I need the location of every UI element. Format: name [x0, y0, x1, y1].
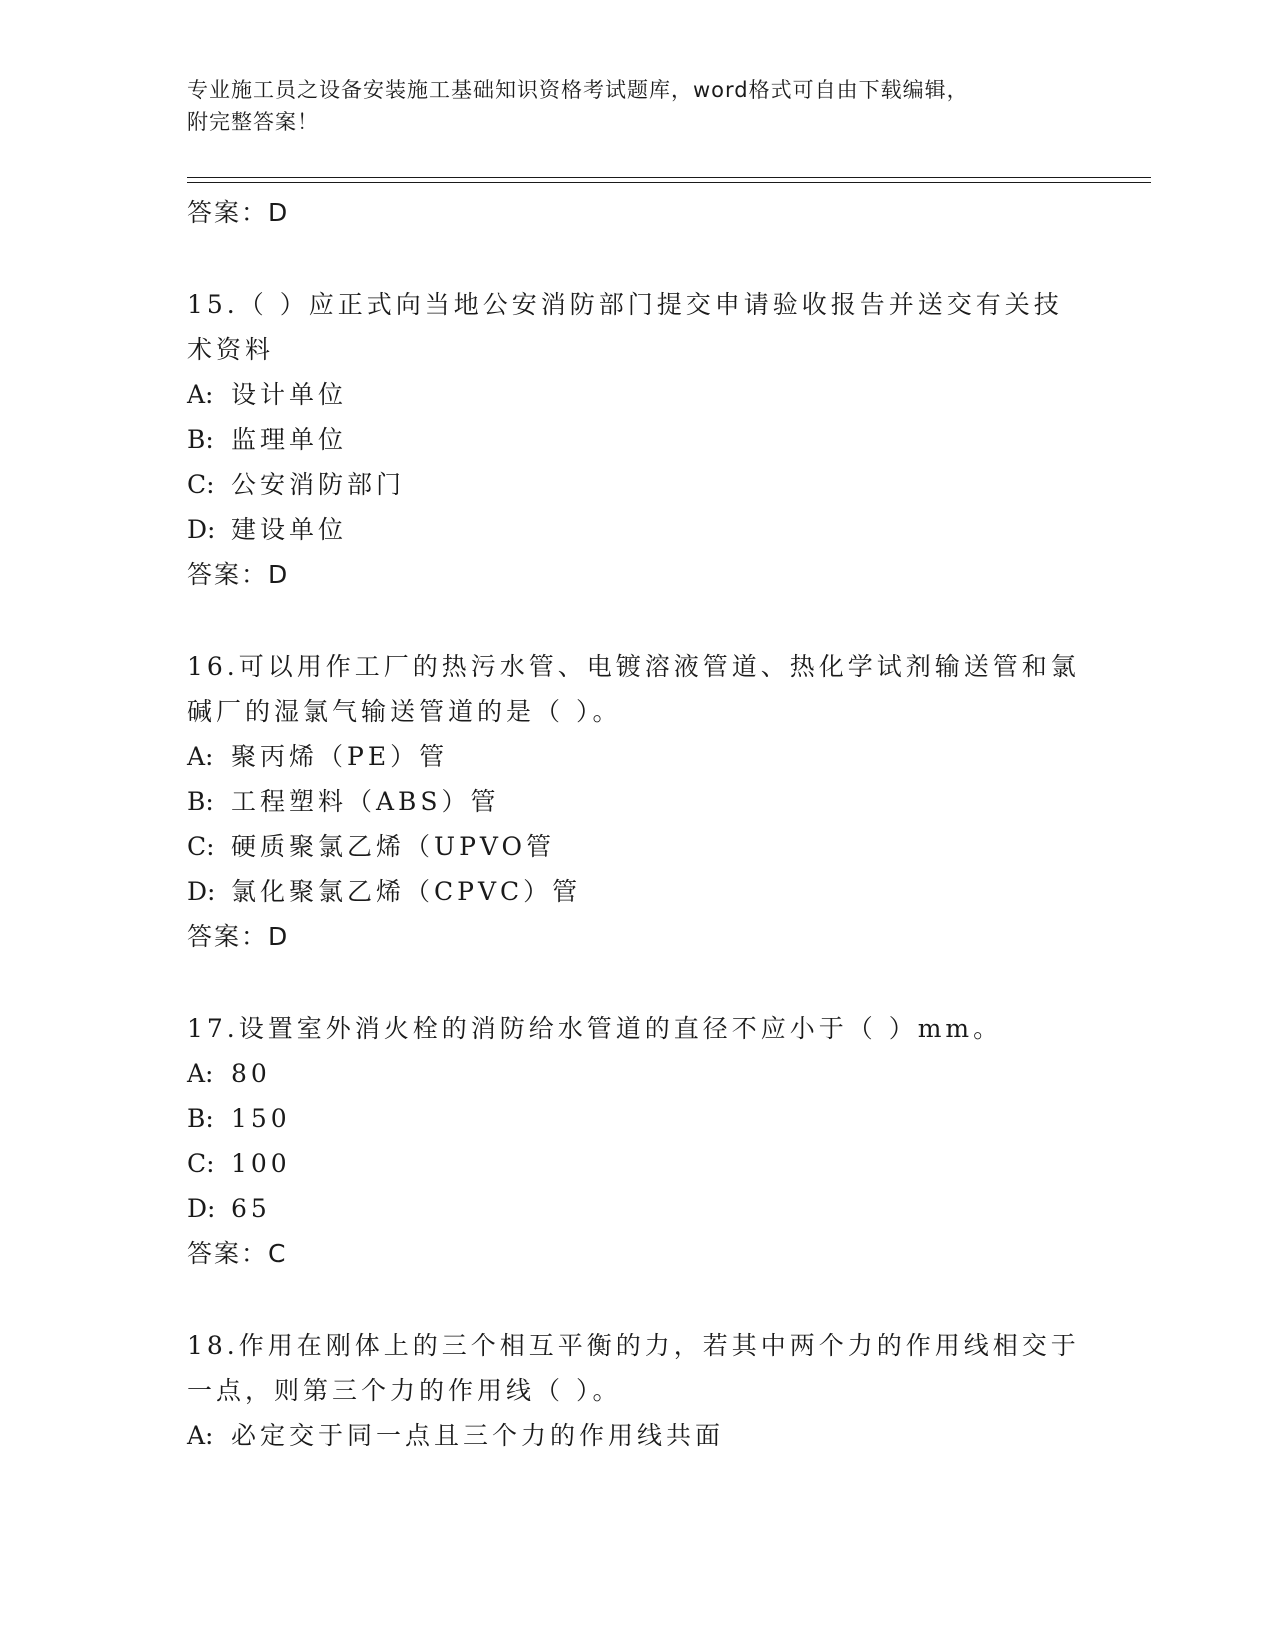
document-header — [187, 74, 1087, 138]
question-15 — [187, 282, 1087, 597]
option-text: 设计单位 — [231, 380, 348, 409]
option-a — [187, 1051, 1087, 1096]
option-letter: A: — [187, 1059, 214, 1088]
option-c — [187, 1141, 1087, 1186]
option-text: 工程塑料（ABS）管 — [231, 787, 500, 816]
option-letter: C: — [187, 1149, 215, 1178]
option-letter: A: — [187, 742, 214, 771]
option-letter: D: — [187, 877, 216, 906]
option-text: 建设单位 — [231, 515, 348, 544]
option-d — [187, 869, 1087, 914]
question-list — [187, 190, 1087, 1458]
option-text: 65 — [231, 1194, 271, 1223]
option-b — [187, 1096, 1087, 1141]
question-16 — [187, 644, 1087, 959]
option-letter: B: — [187, 1104, 214, 1133]
option-d — [187, 1186, 1087, 1231]
option-d — [187, 507, 1087, 552]
option-b — [187, 779, 1087, 824]
header-line-2: 附完整答案！ — [187, 110, 319, 134]
header-line-1: 专业施工员之设备安装施工基础知识资格考试题库，word格式可自由下载编辑， — [187, 78, 969, 102]
option-letter: B: — [187, 787, 214, 816]
option-c — [187, 824, 1087, 869]
answer-line: 答案：D — [187, 560, 290, 589]
option-letter: D: — [187, 515, 216, 544]
answer-line: 答案：C — [187, 1239, 288, 1268]
option-text: 公安消防部门 — [231, 470, 406, 499]
option-letter: A: — [187, 380, 214, 409]
option-letter: C: — [187, 470, 215, 499]
question-text: 18.作用在刚体上的三个相互平衡的力，若其中两个力的作用线相交于一点，则第三个力的作用线（ ）。 — [187, 1331, 1080, 1405]
option-letter: D: — [187, 1194, 216, 1223]
option-a — [187, 734, 1087, 779]
option-a — [187, 372, 1087, 417]
option-text: 150 — [231, 1104, 291, 1133]
option-letter: A: — [187, 1421, 214, 1450]
answer-line: 答案：D — [187, 198, 290, 227]
option-text: 监理单位 — [231, 425, 348, 454]
option-text: 80 — [231, 1059, 271, 1088]
option-text: 聚丙烯（PE）管 — [231, 742, 449, 771]
answer-line: 答案：D — [187, 922, 290, 951]
question-18 — [187, 1323, 1087, 1458]
option-b — [187, 417, 1087, 462]
option-text: 必定交于同一点且三个力的作用线共面 — [231, 1421, 725, 1450]
header-divider-bottom — [187, 182, 1151, 183]
question-17 — [187, 1006, 1087, 1276]
option-text: 硬质聚氯乙烯（UPVO管 — [231, 832, 556, 861]
option-a — [187, 1413, 1087, 1458]
option-letter: C: — [187, 832, 215, 861]
question-text: 16.可以用作工厂的热污水管、电镀溶液管道、热化学试剂输送管和氯碱厂的湿氯气输送管道的是（ ）。 — [187, 652, 1080, 726]
header-divider-top — [187, 177, 1151, 178]
question-text: 15.（ ）应正式向当地公安消防部门提交申请验收报告并送交有关技术资料 — [187, 290, 1063, 364]
option-c — [187, 462, 1087, 507]
question-text: 17.设置室外消火栓的消防给水管道的直径不应小于（ ）mm。 — [187, 1014, 1003, 1043]
option-letter: B: — [187, 425, 214, 454]
option-text: 100 — [231, 1149, 291, 1178]
option-text: 氯化聚氯乙烯（CPVC）管 — [231, 877, 582, 906]
